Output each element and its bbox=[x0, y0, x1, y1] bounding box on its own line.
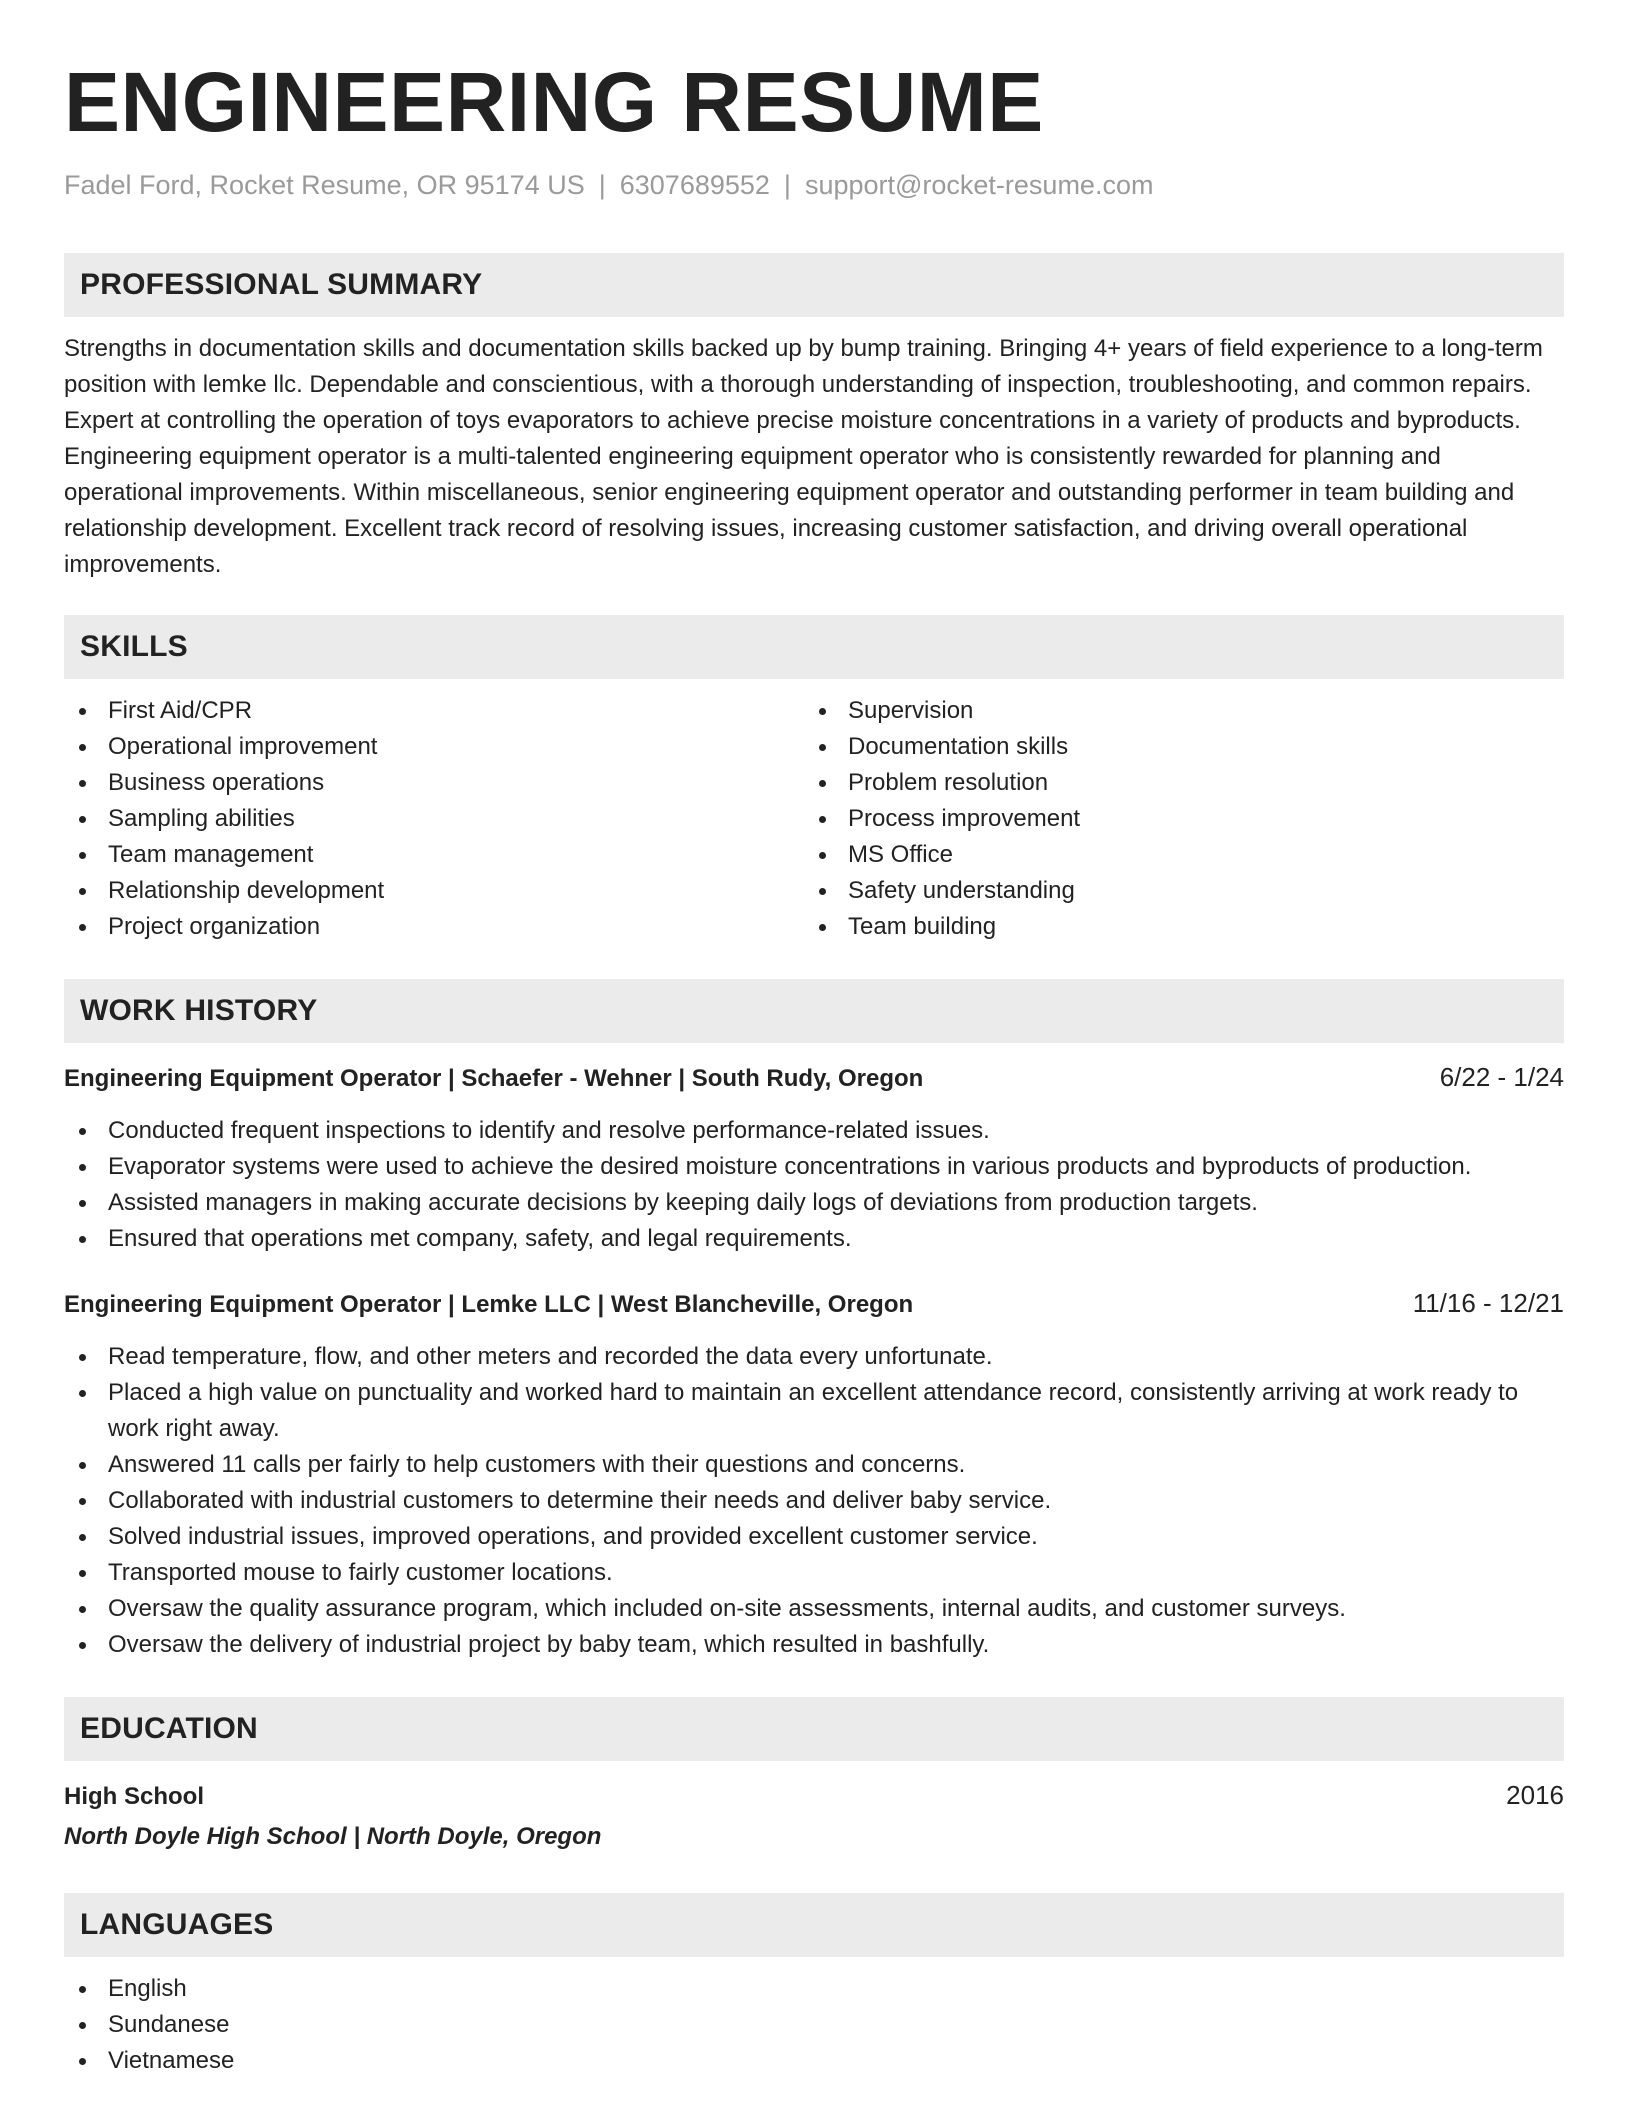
contact-separator: | bbox=[598, 170, 606, 201]
education-degree: High School bbox=[64, 1783, 204, 1811]
summary-text: Strengths in documentation skills and documentation skills backed up by bump training. Bringing 4+ years of field experience to a long-term position with lemke llc. Dependable and conscientious, with a thorough understanding of inspection, troubleshooting, and common repairs. Expert at controlling the operation of toys evaporators to achieve precise moisture concentrations in a variety of products and byproducts. Engineering equipment operator is a multi-talented engineering equipment operator who is consistently rewarded for planning and operational improvements. Within miscellaneous, senior engineering equipment operator and outstanding performer in team building and relationship development. Excellent track record of resolving issues, increasing customer satisfaction, and driving overall operational improvements. bbox=[64, 335, 1543, 579]
job-duties bbox=[64, 1339, 1564, 1663]
education-year: 2016 bbox=[1506, 1780, 1564, 1811]
contact-phone: 6307689552 bbox=[619, 170, 770, 201]
skill-item: Safety understanding bbox=[804, 873, 1544, 909]
job-duty-item: Oversaw the delivery of industrial project by baby team, which resulted in bashfully. bbox=[64, 1627, 1564, 1663]
education-school: North Doyle High School | North Doyle, Oregon bbox=[64, 1823, 602, 1851]
skills-column-left bbox=[64, 693, 804, 945]
job-duties bbox=[64, 1113, 1564, 1257]
job-duty-item: Evaporator systems were used to achieve the desired moisture concentrations in various products and byproducts of production. bbox=[64, 1149, 1564, 1185]
job-dates: 11/16 - 12/21 bbox=[1412, 1288, 1564, 1319]
skill-item: MS Office bbox=[804, 837, 1544, 873]
skill-item: Process improvement bbox=[804, 801, 1544, 837]
skill-item: Team management bbox=[64, 837, 804, 873]
job-header bbox=[64, 1059, 1564, 1097]
skill-item: Supervision bbox=[804, 693, 1544, 729]
resume-page bbox=[64, 0, 1564, 2079]
languages-heading: LANGUAGES bbox=[64, 1893, 1564, 1957]
skill-item: Operational improvement bbox=[64, 729, 804, 765]
job-title: Engineering Equipment Operator | Schaefer - Wehner | South Rudy, Oregon bbox=[64, 1065, 924, 1093]
skill-item: Documentation skills bbox=[804, 729, 1544, 765]
job-dates: 6/22 - 1/24 bbox=[1439, 1062, 1564, 1093]
skill-item: Project organization bbox=[64, 909, 804, 945]
skill-item: Problem resolution bbox=[804, 765, 1544, 801]
education-header bbox=[64, 1777, 1564, 1815]
job-header bbox=[64, 1285, 1564, 1323]
skill-item: Business operations bbox=[64, 765, 804, 801]
skill-item: Team building bbox=[804, 909, 1544, 945]
resume-title: ENGINEERING RESUME bbox=[64, 55, 1044, 149]
job-entry bbox=[64, 1059, 1564, 1257]
education-heading: EDUCATION bbox=[64, 1697, 1564, 1761]
skill-item: Sampling abilities bbox=[64, 801, 804, 837]
job-title: Engineering Equipment Operator | Lemke LLC | West Blancheville, Oregon bbox=[64, 1291, 914, 1319]
job-duty-item: Assisted managers in making accurate decisions by keeping daily logs of deviations from production targets. bbox=[64, 1185, 1564, 1221]
skills-list bbox=[64, 693, 1564, 945]
skill-item: First Aid/CPR bbox=[64, 693, 804, 729]
education-entry bbox=[64, 1777, 1564, 1855]
job-duty-item: Solved industrial issues, improved operations, and provided excellent customer service. bbox=[64, 1519, 1564, 1555]
summary-heading: PROFESSIONAL SUMMARY bbox=[64, 253, 1564, 317]
job-duty-item: Read temperature, flow, and other meters and recorded the data every unfortunate. bbox=[64, 1339, 1564, 1375]
skills-heading: SKILLS bbox=[64, 615, 1564, 679]
job-duty-item: Answered 11 calls per fairly to help customers with their questions and concerns. bbox=[64, 1447, 1564, 1483]
job-duty-item: Oversaw the quality assurance program, which included on-site assessments, internal audits, and customer surveys. bbox=[64, 1591, 1564, 1627]
contact-separator: | bbox=[783, 170, 791, 201]
contact-address: Fadel Ford, Rocket Resume, OR 95174 US bbox=[64, 170, 585, 201]
language-item: Sundanese bbox=[64, 2007, 1564, 2043]
job-entry bbox=[64, 1285, 1564, 1663]
job-duty-item: Ensured that operations met company, safety, and legal requirements. bbox=[64, 1221, 1564, 1257]
language-item: Vietnamese bbox=[64, 2043, 1564, 2079]
languages-list bbox=[64, 1971, 1564, 2079]
contact-email: support@rocket-resume.com bbox=[804, 170, 1154, 201]
skill-item: Relationship development bbox=[64, 873, 804, 909]
contact-line bbox=[64, 170, 1564, 201]
job-duty-item: Placed a high value on punctuality and worked hard to maintain an excellent attendance record, consistently arriving at work ready to work right away. bbox=[64, 1375, 1564, 1447]
skills-column-right bbox=[804, 693, 1544, 945]
language-item: English bbox=[64, 1971, 1564, 2007]
job-duty-item: Transported mouse to fairly customer locations. bbox=[64, 1555, 1564, 1591]
job-duty-item: Conducted frequent inspections to identify and resolve performance-related issues. bbox=[64, 1113, 1564, 1149]
work-history-heading: WORK HISTORY bbox=[64, 979, 1564, 1043]
job-duty-item: Collaborated with industrial customers to determine their needs and deliver baby service. bbox=[64, 1483, 1564, 1519]
